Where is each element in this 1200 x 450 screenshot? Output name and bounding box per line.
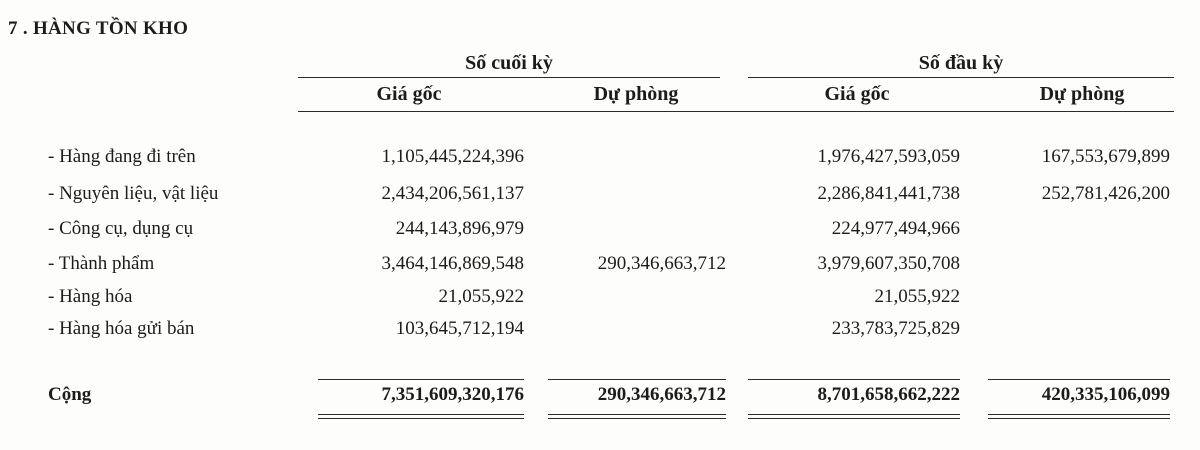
double-underline-begin-cost bbox=[748, 414, 960, 419]
begin-cost-cell: 21,055,922 bbox=[874, 286, 960, 307]
column-header-end-cost: Giá gốc bbox=[376, 83, 442, 105]
header-underline bbox=[298, 111, 1174, 112]
end-provision-cell: 290,346,663,712 bbox=[597, 253, 726, 274]
table-row bbox=[0, 318, 1200, 352]
total-label: Cộng bbox=[48, 384, 92, 405]
table-row bbox=[0, 218, 1200, 252]
total-end-cost: 7,351,609,320,176 bbox=[381, 384, 524, 405]
begin-provision-cell: 252,781,426,200 bbox=[1041, 183, 1170, 204]
double-underline-end-provision bbox=[548, 414, 726, 419]
group-underline-begin bbox=[748, 77, 1174, 78]
row-label: - Hàng hóa gửi bán bbox=[48, 318, 195, 339]
double-underline-end-cost bbox=[318, 414, 524, 419]
row-label: - Thành phẩm bbox=[48, 253, 155, 274]
row-label: - Hàng hóa bbox=[48, 286, 133, 307]
begin-provision-cell: 167,553,679,899 bbox=[1041, 146, 1170, 167]
end-cost-cell: 1,105,445,224,396 bbox=[381, 146, 524, 167]
column-header-end-provision: Dự phòng bbox=[593, 83, 679, 105]
double-underline-begin-provision bbox=[988, 414, 1170, 419]
table-row bbox=[0, 183, 1200, 217]
end-cost-cell: 103,645,712,194 bbox=[395, 318, 524, 339]
begin-cost-cell: 233,783,725,829 bbox=[831, 318, 960, 339]
group-underline-end bbox=[298, 77, 720, 78]
total-end-provision: 290,346,663,712 bbox=[597, 384, 726, 405]
begin-cost-cell: 3,979,607,350,708 bbox=[817, 253, 960, 274]
column-header-begin-provision: Dự phòng bbox=[1039, 83, 1125, 105]
table-row bbox=[0, 253, 1200, 287]
total-rule-end-cost bbox=[318, 379, 524, 380]
end-cost-cell: 244,143,896,979 bbox=[395, 218, 524, 239]
total-row bbox=[0, 384, 1200, 418]
end-cost-cell: 2,434,206,561,137 bbox=[381, 183, 524, 204]
section-title: 7 . HÀNG TỒN KHO bbox=[8, 18, 189, 39]
row-label: - Hàng đang đi trên bbox=[48, 146, 196, 167]
row-label: - Công cụ, dụng cụ bbox=[48, 218, 194, 239]
table-row bbox=[0, 286, 1200, 320]
table-row bbox=[0, 146, 1200, 180]
total-rule-begin-cost bbox=[748, 379, 960, 380]
total-begin-cost: 8,701,658,662,222 bbox=[817, 384, 960, 405]
row-label: - Nguyên liệu, vật liệu bbox=[48, 183, 219, 204]
group-header-end-of-period: Số cuối kỳ bbox=[465, 52, 553, 74]
total-begin-provision: 420,335,106,099 bbox=[1041, 384, 1170, 405]
total-rule-begin-provision bbox=[988, 379, 1170, 380]
total-rule-end-provision bbox=[548, 379, 726, 380]
end-cost-cell: 21,055,922 bbox=[438, 286, 524, 307]
begin-cost-cell: 1,976,427,593,059 bbox=[817, 146, 960, 167]
column-header-begin-cost: Giá gốc bbox=[824, 83, 890, 105]
group-header-beginning-of-period: Số đầu kỳ bbox=[918, 52, 1004, 74]
begin-cost-cell: 2,286,841,441,738 bbox=[817, 183, 960, 204]
begin-cost-cell: 224,977,494,966 bbox=[831, 218, 960, 239]
end-cost-cell: 3,464,146,869,548 bbox=[381, 253, 524, 274]
